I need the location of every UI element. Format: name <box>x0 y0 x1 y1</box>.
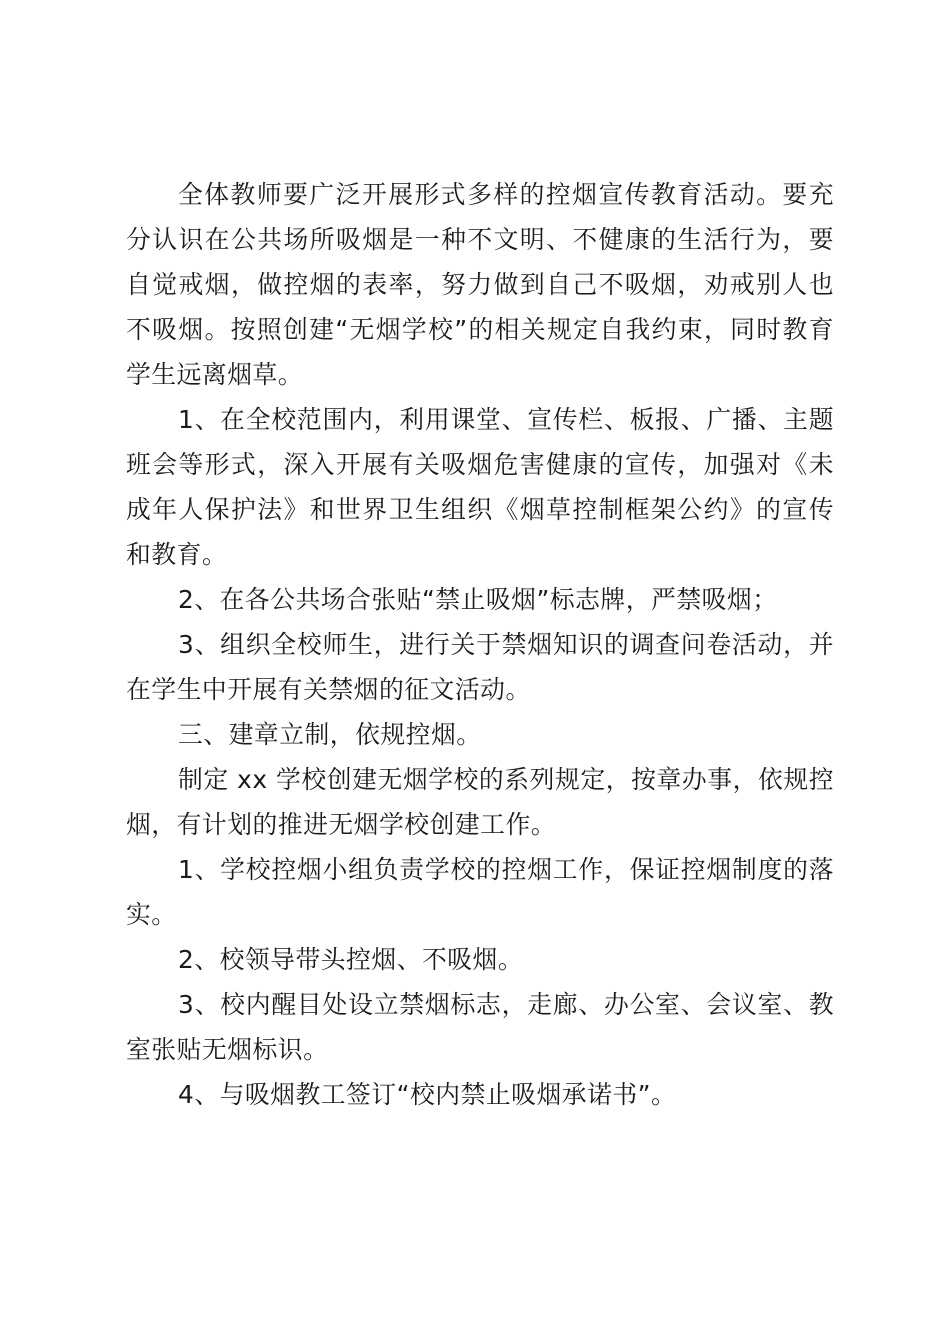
item-2-signage: 2、在各公共场合张贴“禁止吸烟”标志牌，严禁吸烟； <box>178 585 778 614</box>
regulations-paragraph: 制定 xx 学校创建无烟学校的系列规定，按章办事，依规控烟，有计划的推进无烟学校创建工作。 <box>126 765 834 839</box>
rule-1-control-group: 1、学校控烟小组负责学校的控烟工作，保证控烟制度的落实。 <box>126 855 834 929</box>
document-page <box>126 172 834 1117</box>
intro-paragraph: 全体教师要广泛开展形式多样的控烟宣传教育活动。要充分认识在公共场所吸烟是一种不文明、不健康的生活行为，要自觉戒烟，做控烟的表率，努力做到自己不吸烟，劝戒别人也不吸烟。按照创建“无烟学校”的相关规定自我约束，同时教育学生远离烟草。 <box>126 180 834 389</box>
item-3-survey: 3、组织全校师生，进行关于禁烟知识的调查问卷活动，并在学生中开展有关禁烟的征文活动。 <box>126 630 834 704</box>
rule-4-pledge: 4、与吸烟教工签订“校内禁止吸烟承诺书”。 <box>178 1080 677 1109</box>
section-heading-3: 三、建章立制，依规控烟。 <box>178 720 482 749</box>
rule-2-leadership: 2、校领导带头控烟、不吸烟。 <box>178 945 524 974</box>
item-1-publicity: 1、在全校范围内，利用课堂、宣传栏、板报、广播、主题班会等形式，深入开展有关吸烟危害健康的宣传，加强对《未成年人保护法》和世界卫生组织《烟草控制框架公约》的宣传和教育。 <box>126 405 834 569</box>
rule-3-signs: 3、校内醒目处设立禁烟标志，走廊、办公室、会议室、教室张贴无烟标识。 <box>126 990 834 1064</box>
